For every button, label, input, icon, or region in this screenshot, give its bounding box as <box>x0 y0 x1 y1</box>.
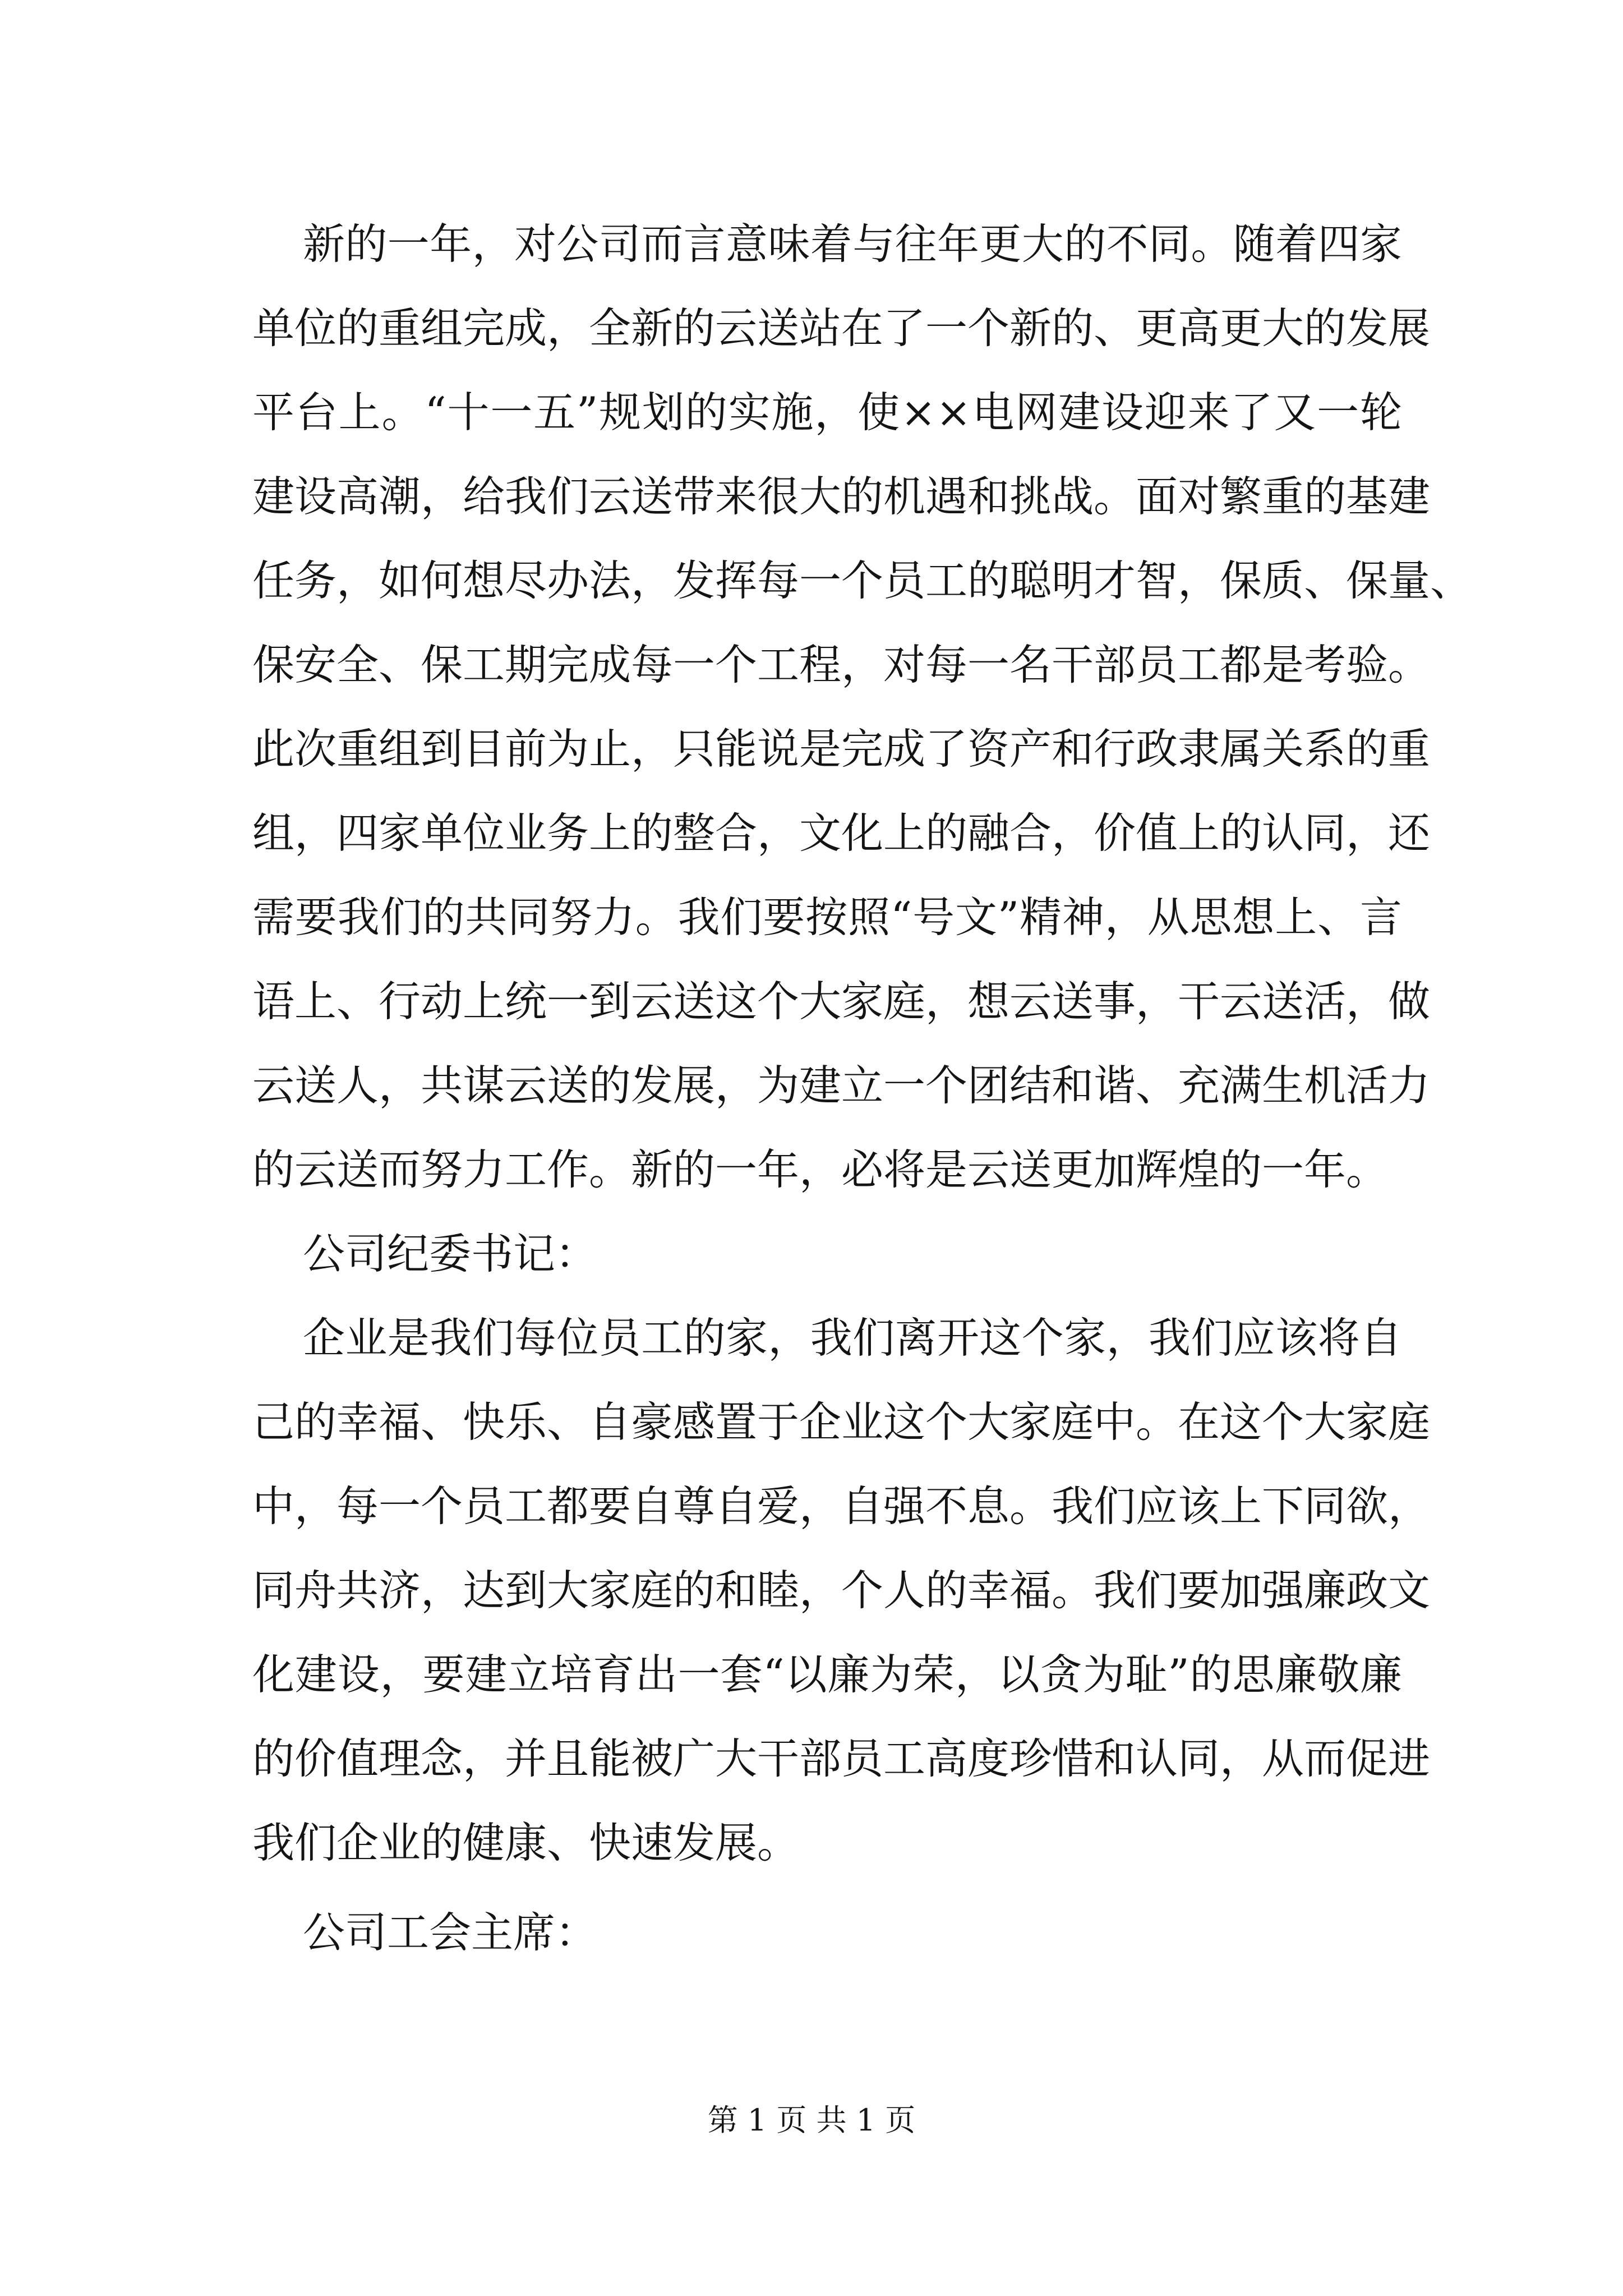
paragraph-1-line-3: 平台上。“十一五”规划的实施，使××电网建设迎来了又一轮 <box>252 388 1402 437</box>
speaker-heading-discipline-secretary: 公司纪委书记： <box>303 1229 598 1278</box>
paragraph-1-line-5: 任务，如何想尽办法，发挥每一个员工的聪明才智，保质、保量、 <box>252 556 1473 605</box>
paragraph-1-line-8: 组，四家单位业务上的整合，文化上的融合，价值上的认同，还 <box>252 808 1431 858</box>
page-footer: 第 1 页 共 1 页 <box>707 2102 916 2138</box>
paragraph-1-line-1: 新的一年，对公司而言意味着与往年更大的不同。随着四家 <box>303 219 1402 269</box>
paragraph-2-line-3: 中，每一个员工都要自尊自爱，自强不息。我们应该上下同欲， <box>252 1481 1431 1531</box>
paragraph-1-line-10: 语上、行动上统一到云送这个大家庭，想云送事，干云送活，做 <box>252 977 1431 1026</box>
paragraph-1-line-2: 单位的重组完成，全新的云送站在了一个新的、更高更大的发展 <box>252 303 1431 353</box>
paragraph-2-line-5: 化建设，要建立培育出一套“以廉为荣，以贪为耻”的思廉敬廉 <box>252 1650 1402 1699</box>
paragraph-2-line-4: 同舟共济，达到大家庭的和睦，个人的幸福。我们要加强廉政文 <box>252 1566 1431 1615</box>
paragraph-1-line-4: 建设高潮，给我们云送带来很大的机遇和挑战。面对繁重的基建 <box>252 472 1431 521</box>
paragraph-1-line-11: 云送人，共谋云送的发展，为建立一个团结和谐、充满生机活力 <box>252 1061 1431 1110</box>
paragraph-2-line-1: 企业是我们每位员工的家，我们离开这个家，我们应该将自 <box>303 1313 1402 1363</box>
paragraph-1-line-12: 的云送而努力工作。新的一年，必将是云送更加辉煌的一年。 <box>252 1145 1389 1194</box>
paragraph-1-line-9: 需要我们的共同努力。我们要按照“号文”精神，从思想上、言 <box>252 892 1402 942</box>
paragraph-2-line-2: 己的幸福、快乐、自豪感置于企业这个大家庭中。在这个大家庭 <box>252 1397 1431 1447</box>
paragraph-2-line-7: 我们企业的健康、快速发展。 <box>252 1818 800 1867</box>
paragraph-2-line-6: 的价值理念，并且能被广大干部员工高度珍惜和认同，从而促进 <box>252 1734 1431 1783</box>
paragraph-1-line-6: 保安全、保工期完成每一个工程，对每一名干部员工都是考验。 <box>252 640 1431 689</box>
speaker-heading-union-chairman: 公司工会主席： <box>303 1908 598 1957</box>
paragraph-1-line-7: 此次重组到目前为止，只能说是完成了资产和行政隶属关系的重 <box>252 724 1431 774</box>
